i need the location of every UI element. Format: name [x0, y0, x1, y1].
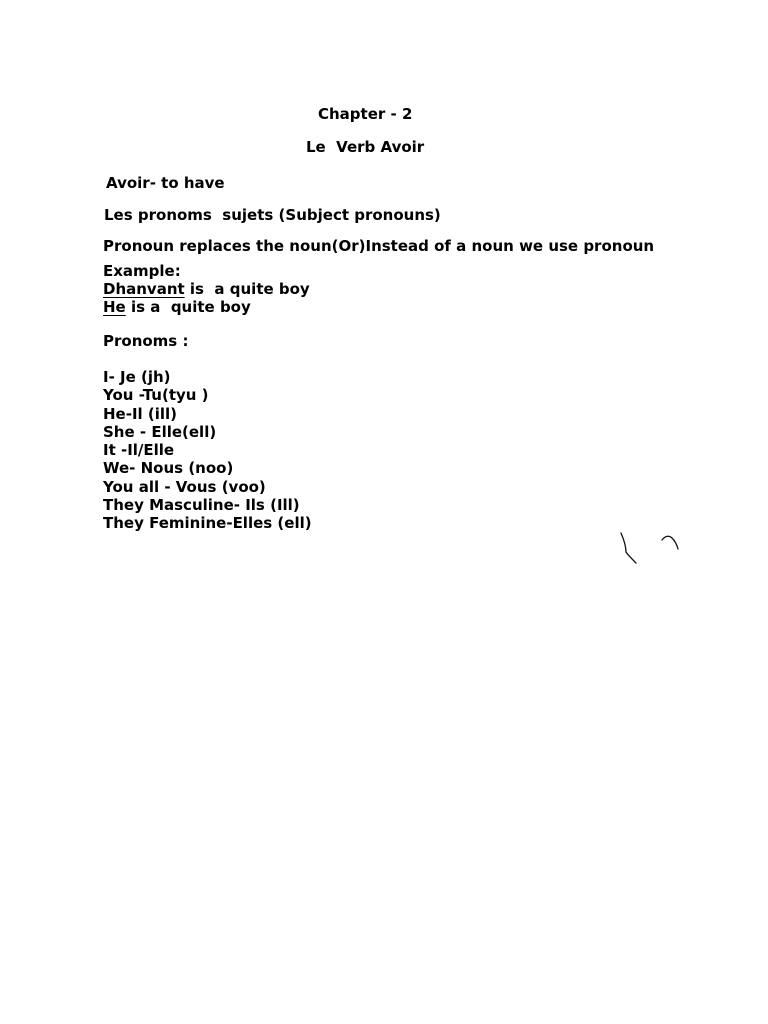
example-sentence-1-rest: is a quite boy [184, 280, 310, 298]
pronoun-list [103, 368, 312, 533]
example-subject-he: He [103, 298, 126, 316]
pronoms-heading: Pronoms : [103, 332, 189, 350]
example-label: Example: [103, 262, 181, 280]
pronoun-item-tu: You -Tu(tyu ) [103, 386, 209, 405]
pronoun-item-il: He-Il (ill) [103, 404, 178, 423]
pronoun-item-elle: She - Elle(ell) [103, 422, 217, 441]
pronoun-item-nous: We- Nous (noo) [103, 459, 234, 478]
chapter-title: Chapter - 2 [318, 105, 413, 123]
pronoun-definition: Pronoun replaces the noun(Or)Instead of a noun we use pronoun [103, 237, 655, 255]
pronoun-item-il-elle: It -Il/Elle [103, 441, 175, 460]
pen-stroke-left [621, 533, 636, 563]
avoir-definition: Avoir- to have [106, 174, 225, 192]
pen-stroke-right [662, 536, 678, 549]
example-sentence-2-rest: is a quite boy [125, 298, 251, 316]
example-sentence-2 [103, 298, 251, 316]
pronoun-item-je: I- Je (jh) [103, 368, 171, 386]
subject-pronouns-heading: Les pronoms sujets (Subject pronouns) [104, 206, 441, 224]
example-sentence-1 [103, 280, 310, 298]
example-subject-dhanvant: Dhanvant [103, 280, 185, 298]
chapter-subtitle: Le Verb Avoir [306, 138, 425, 156]
pronoun-item-vous: You all - Vous (voo) [103, 477, 266, 496]
pronoun-item-elles: They Feminine-Elles (ell) [103, 514, 312, 533]
pronoun-item-ils: They Masculine- Ils (Ill) [103, 496, 300, 515]
